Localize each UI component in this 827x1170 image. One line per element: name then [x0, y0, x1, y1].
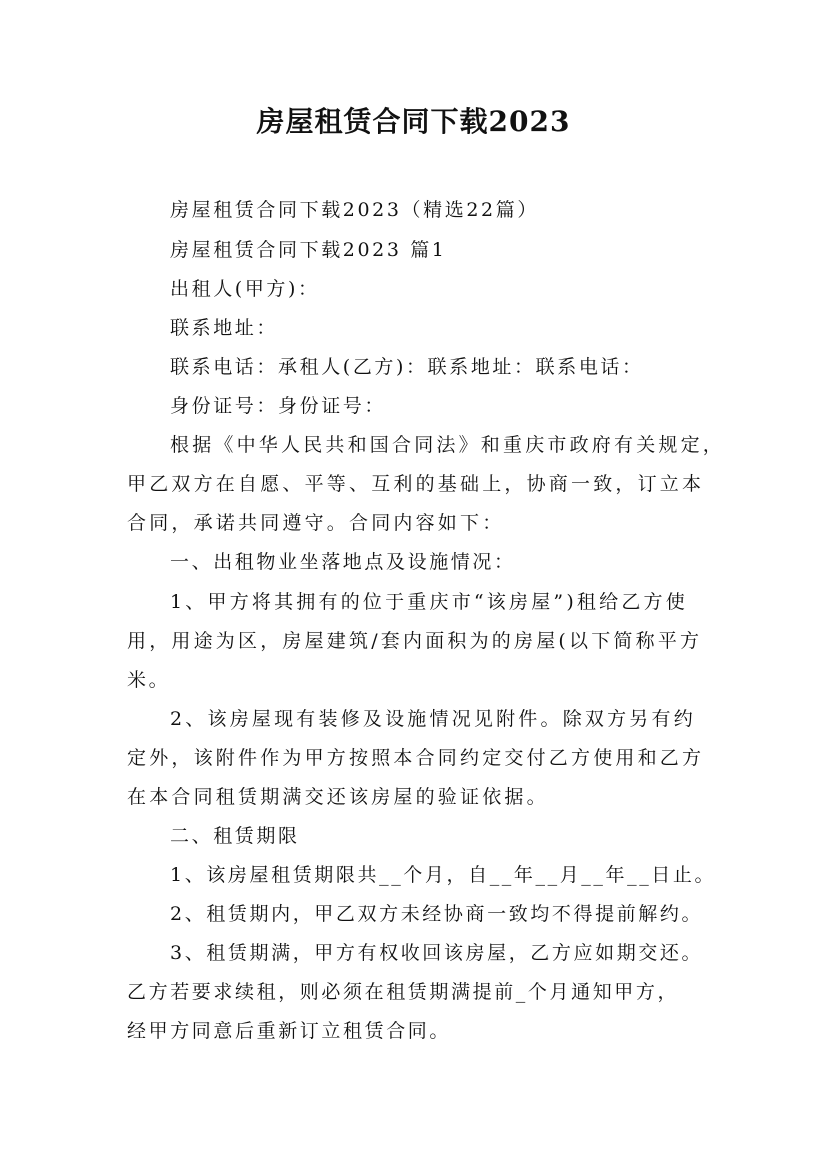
paragraph-line: 3、租赁期满，甲方有权收回该房屋，乙方应如期交还。 — [170, 942, 704, 964]
paragraph-line: 用，用途为区，房屋建筑/套内面积为的房屋(以下简称平方 — [127, 630, 703, 652]
subtitle-line: 房屋租赁合同下载2023（精选22篇） — [170, 199, 539, 221]
document-title: 房屋租赁合同下载2023 — [256, 105, 571, 138]
section-heading-line: 房屋租赁合同下载2023 篇1 — [170, 239, 447, 261]
paragraph-line: 甲乙双方在自愿、平等、互利的基础上，协商一致，订立本 — [127, 473, 705, 495]
paragraph-line: 在本合同租赁期满交还该房屋的验证依据。 — [127, 786, 549, 808]
id-number-line: 身份证号：身份证号： — [170, 395, 387, 417]
paragraph-line: 根据《中华人民共和国合同法》和重庆市政府有关规定， — [170, 434, 726, 456]
contact-line: 联系电话：承租人(乙方)：联系地址：联系电话： — [170, 356, 644, 378]
paragraph-line: 定外，该附件作为甲方按照本合同约定交付乙方使用和乙方 — [127, 747, 705, 769]
paragraph-line: 2、该房屋现有装修及设施情况见附件。除双方另有约 — [170, 708, 696, 730]
lessor-line: 出租人(甲方)： — [170, 278, 320, 300]
paragraph-line: 米。 — [127, 669, 171, 691]
paragraph-line: 1、该房屋租赁期限共__个月，自__年__月__年__日止。 — [170, 864, 717, 886]
clause-heading-1: 一、出租物业坐落地点及设施情况： — [170, 551, 516, 573]
paragraph-line: 合同，承诺共同遵守。合同内容如下： — [127, 512, 505, 534]
paragraph-line: 乙方若要求续租，则必须在租赁期满提前_个月通知甲方， — [127, 981, 680, 1003]
paragraph-line: 1、甲方将其拥有的位于重庆市“该房屋”)租给乙方使 — [170, 591, 688, 613]
paragraph-line: 2、租赁期内，甲乙双方未经协商一致均不得提前解约。 — [170, 903, 704, 925]
paragraph-line: 经甲方同意后重新订立租赁合同。 — [127, 1020, 452, 1042]
clause-heading-2: 二、租赁期限 — [170, 825, 300, 847]
address-line: 联系地址： — [170, 317, 279, 339]
